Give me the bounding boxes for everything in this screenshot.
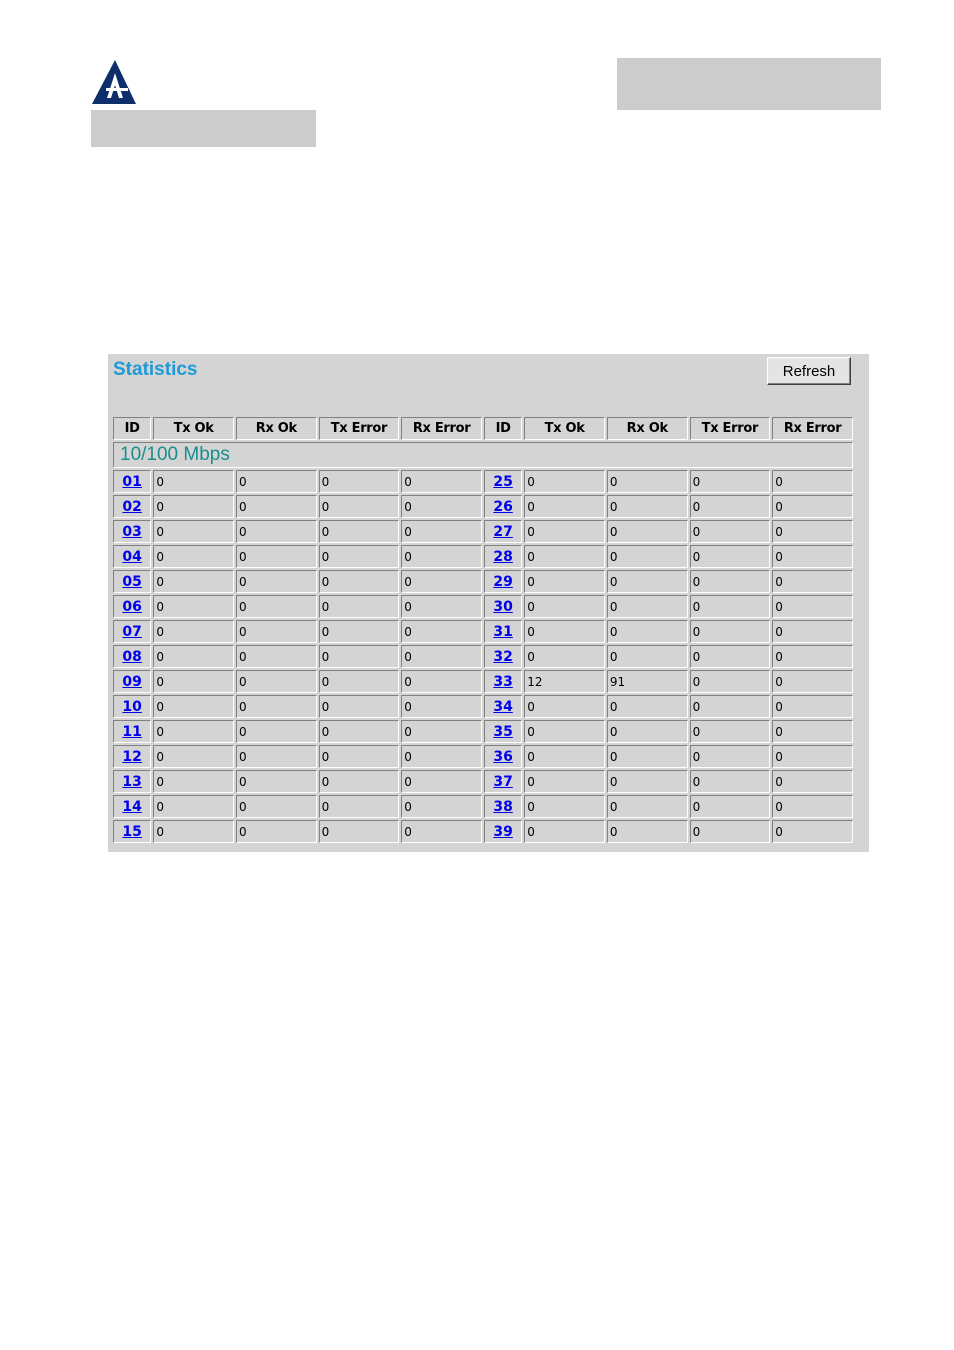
port-id-cell xyxy=(484,695,522,718)
table-header-row xyxy=(113,417,853,440)
table-row xyxy=(113,695,853,718)
statistics-table xyxy=(111,415,855,845)
rx-ok-cell: 0 xyxy=(607,570,688,593)
table-row xyxy=(113,570,853,593)
tx-error-cell: 0 xyxy=(690,545,771,568)
tx-error-cell: 0 xyxy=(690,645,771,668)
port-id-cell xyxy=(113,595,151,618)
tx-ok-cell: 0 xyxy=(524,820,605,843)
table-row xyxy=(113,795,853,818)
port-link[interactable]: 01 xyxy=(122,473,142,490)
port-id-cell xyxy=(484,545,522,568)
tx-error-cell: 0 xyxy=(319,695,400,718)
tx-error-cell: 0 xyxy=(690,795,771,818)
port-id-cell xyxy=(113,520,151,543)
port-link[interactable]: 29 xyxy=(493,573,513,590)
tx-ok-cell: 0 xyxy=(524,595,605,618)
port-id-cell xyxy=(113,495,151,518)
port-link[interactable]: 02 xyxy=(122,498,142,515)
tx-error-cell: 0 xyxy=(319,770,400,793)
rx-error-cell: 0 xyxy=(772,695,853,718)
rx-ok-cell: 0 xyxy=(236,745,317,768)
rx-ok-cell: 0 xyxy=(607,620,688,643)
port-id-cell xyxy=(484,495,522,518)
port-link[interactable]: 33 xyxy=(493,673,513,690)
rx-error-cell: 0 xyxy=(772,770,853,793)
port-id-cell xyxy=(113,620,151,643)
rx-ok-cell: 0 xyxy=(607,770,688,793)
tx-ok-cell: 0 xyxy=(524,470,605,493)
tx-error-cell: 0 xyxy=(690,570,771,593)
rx-ok-cell: 0 xyxy=(236,820,317,843)
rx-ok-cell: 0 xyxy=(607,695,688,718)
tx-error-cell: 0 xyxy=(319,720,400,743)
tx-ok-cell: 0 xyxy=(524,520,605,543)
table-row xyxy=(113,545,853,568)
tx-ok-cell: 0 xyxy=(524,495,605,518)
rx-ok-cell: 0 xyxy=(236,695,317,718)
rx-error-cell: 0 xyxy=(772,745,853,768)
tx-ok-cell: 0 xyxy=(524,745,605,768)
rx-ok-cell: 0 xyxy=(236,470,317,493)
port-link[interactable]: 12 xyxy=(122,748,142,765)
port-id-cell xyxy=(484,645,522,668)
header-gray-box-left xyxy=(91,110,316,147)
port-link[interactable]: 11 xyxy=(122,723,142,740)
rx-error-cell: 0 xyxy=(401,720,482,743)
rx-ok-cell: 0 xyxy=(607,720,688,743)
tx-ok-cell: 0 xyxy=(153,770,234,793)
rx-ok-cell: 0 xyxy=(236,570,317,593)
rx-error-cell: 0 xyxy=(401,795,482,818)
port-id-cell xyxy=(113,745,151,768)
tx-ok-cell: 0 xyxy=(153,695,234,718)
tx-error-cell: 0 xyxy=(690,495,771,518)
port-id-cell xyxy=(484,820,522,843)
port-link[interactable]: 08 xyxy=(122,648,142,665)
tx-error-cell: 0 xyxy=(690,470,771,493)
port-id-cell xyxy=(113,645,151,668)
tx-error-cell: 0 xyxy=(319,620,400,643)
port-id-cell xyxy=(484,620,522,643)
rx-error-cell: 0 xyxy=(401,695,482,718)
table-row xyxy=(113,645,853,668)
rx-error-cell: 0 xyxy=(772,495,853,518)
rx-ok-cell: 0 xyxy=(607,470,688,493)
port-link[interactable]: 36 xyxy=(493,748,513,765)
tx-ok-cell: 0 xyxy=(524,545,605,568)
port-link[interactable]: 09 xyxy=(122,673,142,690)
tx-ok-cell: 0 xyxy=(153,570,234,593)
tx-ok-cell: 0 xyxy=(153,795,234,818)
tx-ok-cell: 0 xyxy=(153,595,234,618)
port-id-cell xyxy=(113,820,151,843)
tx-error-cell: 0 xyxy=(690,595,771,618)
column-header: Rx Ok xyxy=(236,417,317,440)
rx-error-cell: 0 xyxy=(401,495,482,518)
tx-ok-cell: 0 xyxy=(524,645,605,668)
port-link[interactable]: 32 xyxy=(493,648,513,665)
port-link[interactable]: 04 xyxy=(122,548,142,565)
tx-ok-cell: 0 xyxy=(153,645,234,668)
port-id-cell xyxy=(484,720,522,743)
tx-ok-cell: 0 xyxy=(524,720,605,743)
rx-ok-cell: 0 xyxy=(607,820,688,843)
tx-error-cell: 0 xyxy=(690,820,771,843)
port-id-cell xyxy=(484,770,522,793)
tx-ok-cell: 0 xyxy=(524,770,605,793)
header-gray-box-right xyxy=(617,58,881,110)
column-header: Rx Error xyxy=(401,417,482,440)
tx-ok-cell: 0 xyxy=(524,570,605,593)
table-row xyxy=(113,620,853,643)
port-link[interactable]: 26 xyxy=(493,498,513,515)
table-row xyxy=(113,670,853,693)
column-header: ID xyxy=(113,417,151,440)
rx-error-cell: 0 xyxy=(772,570,853,593)
rx-error-cell: 0 xyxy=(401,820,482,843)
rx-ok-cell: 0 xyxy=(236,720,317,743)
port-link[interactable]: 10 xyxy=(122,698,142,715)
port-link[interactable]: 15 xyxy=(122,823,142,840)
tx-ok-cell: 0 xyxy=(524,795,605,818)
port-id-cell xyxy=(113,670,151,693)
port-id-cell xyxy=(484,745,522,768)
port-id-cell xyxy=(113,795,151,818)
tx-error-cell: 0 xyxy=(319,470,400,493)
tx-ok-cell: 0 xyxy=(153,720,234,743)
rx-error-cell: 0 xyxy=(772,620,853,643)
tx-error-cell: 0 xyxy=(690,745,771,768)
tx-error-cell: 0 xyxy=(690,770,771,793)
tx-error-cell: 0 xyxy=(319,545,400,568)
port-link[interactable]: 07 xyxy=(122,623,142,640)
rx-error-cell: 0 xyxy=(401,520,482,543)
rx-ok-cell: 0 xyxy=(236,520,317,543)
tx-error-cell: 0 xyxy=(690,620,771,643)
port-id-cell xyxy=(484,595,522,618)
tx-ok-cell: 0 xyxy=(153,470,234,493)
port-link[interactable]: 31 xyxy=(493,623,513,640)
rx-error-cell: 0 xyxy=(401,470,482,493)
rx-ok-cell: 0 xyxy=(607,495,688,518)
port-link[interactable]: 38 xyxy=(493,798,513,815)
port-link[interactable]: 03 xyxy=(122,523,142,540)
column-header: Tx Ok xyxy=(153,417,234,440)
column-header: Tx Ok xyxy=(524,417,605,440)
section-row xyxy=(113,442,853,468)
rx-error-cell: 0 xyxy=(401,770,482,793)
rx-ok-cell: 91 xyxy=(607,670,688,693)
rx-error-cell: 0 xyxy=(772,795,853,818)
tx-ok-cell: 0 xyxy=(524,695,605,718)
port-link[interactable]: 37 xyxy=(493,773,513,790)
rx-error-cell: 0 xyxy=(401,645,482,668)
rx-error-cell: 0 xyxy=(401,620,482,643)
port-id-cell xyxy=(484,470,522,493)
tx-error-cell: 0 xyxy=(690,670,771,693)
tx-error-cell: 0 xyxy=(319,745,400,768)
table-row xyxy=(113,520,853,543)
port-link[interactable]: 39 xyxy=(493,823,513,840)
rx-ok-cell: 0 xyxy=(236,770,317,793)
rx-ok-cell: 0 xyxy=(607,520,688,543)
tx-error-cell: 0 xyxy=(319,795,400,818)
rx-error-cell: 0 xyxy=(401,570,482,593)
port-id-cell xyxy=(113,720,151,743)
rx-error-cell: 0 xyxy=(772,645,853,668)
rx-ok-cell: 0 xyxy=(607,595,688,618)
port-id-cell xyxy=(484,795,522,818)
table-row xyxy=(113,495,853,518)
rx-ok-cell: 0 xyxy=(236,670,317,693)
port-link[interactable]: 27 xyxy=(493,523,513,540)
tx-ok-cell: 0 xyxy=(153,820,234,843)
tx-error-cell: 0 xyxy=(319,670,400,693)
rx-ok-cell: 0 xyxy=(607,795,688,818)
tx-ok-cell: 0 xyxy=(153,670,234,693)
tx-ok-cell: 0 xyxy=(153,495,234,518)
tx-ok-cell: 0 xyxy=(153,620,234,643)
rx-ok-cell: 0 xyxy=(236,620,317,643)
port-id-cell xyxy=(113,545,151,568)
port-id-cell xyxy=(113,695,151,718)
port-id-cell xyxy=(484,520,522,543)
atlantis-logo-icon xyxy=(90,58,138,106)
table-row xyxy=(113,745,853,768)
rx-ok-cell: 0 xyxy=(236,495,317,518)
rx-ok-cell: 0 xyxy=(607,645,688,668)
tx-ok-cell: 0 xyxy=(153,545,234,568)
rx-ok-cell: 0 xyxy=(607,745,688,768)
tx-ok-cell: 0 xyxy=(153,520,234,543)
rx-error-cell: 0 xyxy=(772,670,853,693)
rx-error-cell: 0 xyxy=(772,545,853,568)
table-row xyxy=(113,720,853,743)
column-header: Rx Error xyxy=(772,417,853,440)
tx-error-cell: 0 xyxy=(319,495,400,518)
tx-error-cell: 0 xyxy=(690,520,771,543)
rx-error-cell: 0 xyxy=(772,470,853,493)
port-id-cell xyxy=(484,570,522,593)
port-link[interactable]: 34 xyxy=(493,698,513,715)
tx-error-cell: 0 xyxy=(319,570,400,593)
tx-ok-cell: 0 xyxy=(153,745,234,768)
tx-error-cell: 0 xyxy=(319,820,400,843)
section-label: 10/100 Mbps xyxy=(113,442,853,468)
rx-error-cell: 0 xyxy=(772,820,853,843)
column-header: Tx Error xyxy=(690,417,771,440)
port-link[interactable]: 14 xyxy=(122,798,142,815)
tx-error-cell: 0 xyxy=(319,645,400,668)
port-id-cell xyxy=(113,770,151,793)
table-row xyxy=(113,770,853,793)
tx-error-cell: 0 xyxy=(690,720,771,743)
port-link[interactable]: 35 xyxy=(493,723,513,740)
table-row xyxy=(113,595,853,618)
rx-error-cell: 0 xyxy=(401,545,482,568)
port-link[interactable]: 28 xyxy=(493,548,513,565)
rx-error-cell: 0 xyxy=(401,670,482,693)
rx-ok-cell: 0 xyxy=(607,545,688,568)
port-link[interactable]: 25 xyxy=(493,473,513,490)
rx-error-cell: 0 xyxy=(401,745,482,768)
rx-error-cell: 0 xyxy=(772,520,853,543)
port-link[interactable]: 30 xyxy=(493,598,513,615)
port-link[interactable]: 13 xyxy=(122,773,142,790)
tx-error-cell: 0 xyxy=(319,595,400,618)
port-link[interactable]: 06 xyxy=(122,598,142,615)
table-row xyxy=(113,470,853,493)
tx-ok-cell: 0 xyxy=(524,620,605,643)
port-id-cell xyxy=(113,470,151,493)
port-id-cell xyxy=(484,670,522,693)
tx-error-cell: 0 xyxy=(319,520,400,543)
port-id-cell xyxy=(113,570,151,593)
column-header: Rx Ok xyxy=(607,417,688,440)
column-header: ID xyxy=(484,417,522,440)
statistics-panel xyxy=(108,354,869,852)
rx-ok-cell: 0 xyxy=(236,595,317,618)
column-header: Tx Error xyxy=(319,417,400,440)
rx-error-cell: 0 xyxy=(772,720,853,743)
tx-ok-cell: 12 xyxy=(524,670,605,693)
rx-error-cell: 0 xyxy=(772,595,853,618)
port-link[interactable]: 05 xyxy=(122,573,142,590)
rx-error-cell: 0 xyxy=(401,595,482,618)
rx-ok-cell: 0 xyxy=(236,545,317,568)
panel-title: Statistics xyxy=(113,359,198,380)
refresh-button[interactable]: Refresh xyxy=(767,357,851,385)
rx-ok-cell: 0 xyxy=(236,645,317,668)
table-row xyxy=(113,820,853,843)
rx-ok-cell: 0 xyxy=(236,795,317,818)
tx-error-cell: 0 xyxy=(690,695,771,718)
